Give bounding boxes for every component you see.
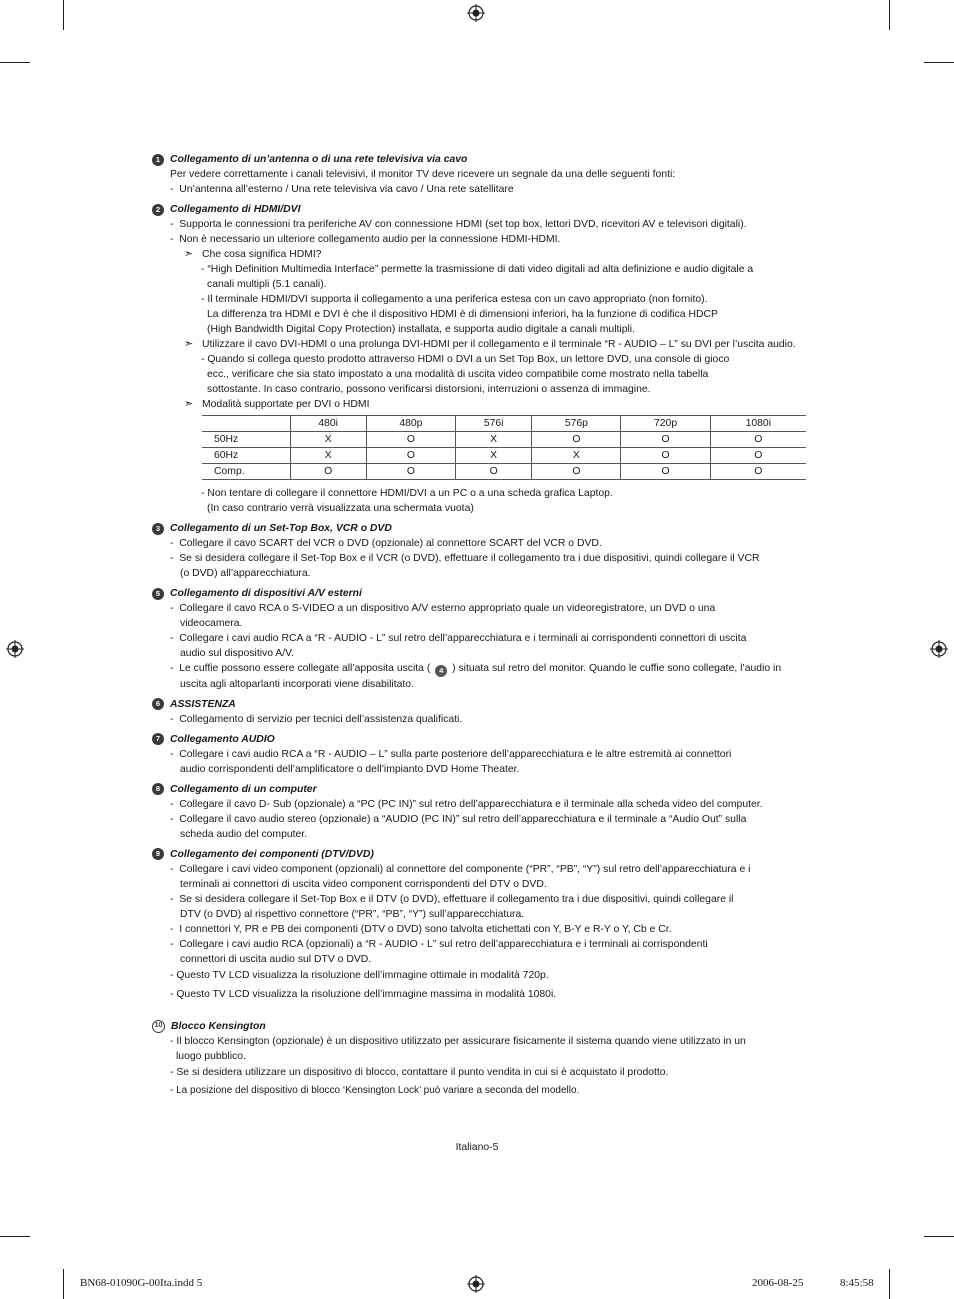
registration-mark-icon	[467, 1275, 485, 1293]
section-title: Blocco Kensington	[171, 1020, 266, 1032]
list-item-continued: scheda audio del computer.	[180, 828, 308, 840]
section-number-icon: 7	[152, 733, 164, 745]
table-cell: 50Hz	[202, 432, 290, 448]
slug-date: 2006-08-25	[752, 1277, 804, 1289]
table-cell: O	[621, 448, 710, 464]
crop-mark	[63, 0, 64, 30]
arrow-icon: ➣	[184, 338, 194, 350]
section-number-icon: 9	[152, 848, 164, 860]
list-item-continued: DTV (o DVD) al rispettivo connettore (“PR”, “PB”, “Y”) sull’apparecchiatura.	[180, 908, 525, 920]
table-cell: X	[290, 432, 366, 448]
section-set-top-box	[152, 521, 812, 581]
section-heading	[152, 586, 812, 601]
list-item-continued: luogo pubblico.	[176, 1050, 246, 1062]
note-detail: canali multipli (5.1 canali).	[207, 279, 327, 290]
list-item: - Il blocco Kensington (opzionale) è un dispositivo utilizzato per assicurare fisicamente il sistema quando viene utilizzato in un	[170, 1035, 746, 1047]
table-header: 480i	[290, 416, 366, 432]
table-cell: X	[455, 432, 531, 448]
table-cell: O	[290, 464, 366, 480]
section-number-icon: 5	[152, 588, 164, 600]
slug-time: 8:45:58	[840, 1277, 874, 1289]
table-header: 576p	[532, 416, 621, 432]
table-header: 576i	[455, 416, 531, 432]
table-cell: Comp.	[202, 464, 290, 480]
table-header	[202, 416, 290, 432]
list-item: - Collegare i cavi video component (opzionali) al connettore del componente (“PR”, “PB”, “Y”) sul retro dell’apparecchiatura e i	[170, 863, 751, 875]
section-title: Collegamento di HDMI/DVI	[170, 204, 301, 215]
registration-mark-icon	[467, 4, 485, 22]
section-number-icon: 1	[152, 154, 164, 166]
section-heading	[152, 782, 812, 797]
table-row	[202, 432, 806, 448]
note-detail: - Il terminale HDMI/DVI supporta il collegamento a una periferica estesa con un cavo appropriato (non fornito).	[201, 294, 708, 305]
supported-modes-table	[202, 415, 806, 480]
section-heading	[152, 202, 812, 217]
table-cell: O	[532, 464, 621, 480]
section-number-icon: 2	[152, 204, 164, 216]
list-item: - Collegare il cavo D- Sub (opzionale) a “PC (PC IN)” sul retro dell’apparecchiatura e il terminale alla scheda video del computer.	[170, 798, 763, 810]
table-cell: X	[532, 448, 621, 464]
crop-mark	[0, 62, 30, 63]
crop-mark	[924, 1236, 954, 1237]
section-antenna	[152, 152, 812, 197]
table-cell: O	[366, 432, 455, 448]
note-detail: ecc., verificare che sia stato impostato a una modalità di uscita video compatibile come mostrato nella tabella	[207, 369, 709, 380]
section-component	[152, 847, 812, 1002]
section-title: Collegamento di un’antenna o di una rete televisiva via cavo	[170, 154, 468, 165]
note-detail: La differenza tra HDMI e DVI è che il dispositivo HDMI è di dimensioni inferiori, ha la funzione di codifica HDCP	[207, 309, 718, 320]
list-item: - Collegare il cavo RCA o S-VIDEO a un dispositivo A/V esterno appropriato quale un videoregistratore, un DVD o una	[170, 603, 716, 614]
table-cell: O	[710, 432, 806, 448]
note-detail: - Non tentare di collegare il connettore HDMI/DVI a un PC o a una scheda grafica Laptop.	[201, 488, 613, 499]
list-item: - Collegare il cavo audio stereo (opzionale) a “AUDIO (PC IN)” sul retro dell’apparecchiatura e il terminale a “Audio Out” sulla	[170, 813, 747, 825]
note-detail: - “High Definition Multimedia Interface” permette la trasmissione di dati video digitali ad alta definizione e audio digitale a	[201, 264, 754, 275]
table-cell: O	[366, 464, 455, 480]
table-cell: 60Hz	[202, 448, 290, 464]
table-cell: O	[621, 464, 710, 480]
list-item: - Un’antenna all’esterno / Una rete televisiva via cavo / Una rete satellitare	[170, 184, 514, 195]
note-detail: (In caso contrario verrà visualizzata una schermata vuota)	[207, 503, 474, 514]
section-heading	[152, 521, 812, 536]
page-number: Italiano-5	[455, 1142, 499, 1153]
table-cell: O	[455, 464, 531, 480]
list-item: - Se si desidera collegare il Set-Top Box e il VCR (o DVD), effettuare il collegamento tra i due dispositivi, quindi collegare il VCR	[170, 553, 760, 564]
table-header: 1080i	[710, 416, 806, 432]
crop-mark	[889, 1269, 890, 1299]
list-item: - Collegare i cavi audio RCA a “R - AUDIO – L” sulla parte posteriore dell’apparecchiatura e le altre estremità ai connettori	[170, 748, 732, 760]
section-heading	[152, 847, 812, 862]
list-item: - Questo TV LCD visualizza la risoluzione dell’immagine massima in modalità 1080i.	[170, 988, 557, 1000]
list-item: - La posizione del dispositivo di blocco ‘Kensington Lock’ può variare a seconda del modello.	[170, 1084, 580, 1096]
crop-mark	[889, 0, 890, 30]
registration-mark-icon	[6, 640, 24, 658]
list-item: - Collegare i cavi audio RCA a “R - AUDIO - L” sul retro dell’apparecchiatura e i terminali ai corrispondenti connettori di uscita	[170, 633, 747, 644]
list-item: - Supporta le connessioni tra periferiche AV con connessione HDMI (set top box, lettori DVD, ricevitori AV e televisori digitali).	[170, 219, 747, 230]
note-detail: (High Bandwidth Digital Copy Protection) installata, e supporta audio digitale a canali multipli.	[207, 324, 635, 335]
list-item: - Se si desidera utilizzare un dispositivo di blocco, contattare il punto vendita in cui si è acquistato il prodotto.	[170, 1066, 669, 1078]
section-number-icon: 8	[152, 783, 164, 795]
list-item-continued: videocamera.	[180, 618, 243, 629]
table-row	[202, 448, 806, 464]
headphone-jack-number-icon: 4	[435, 665, 447, 677]
list-item-continued: (o DVD) all’apparecchiatura.	[180, 568, 311, 579]
list-item: - I connettori Y, PR e PB dei componenti (DTV o DVD) sono talvolta etichettati con Y, B-Y e R-Y o Y, Cb e Cr.	[170, 923, 672, 935]
list-item: - Questo TV LCD visualizza la risoluzione dell’immagine ottimale in modalità 720p.	[170, 969, 549, 981]
list-item: - Collegare i cavi audio RCA (opzionali) a “R - AUDIO - L” sul retro dell’apparecchiatura e i terminali ai corrispondenti	[170, 938, 708, 950]
section-number-icon: 3	[152, 523, 164, 535]
section-kensington	[152, 1019, 812, 1098]
list-item: - Collegamento di servizio per tecnici dell’assistenza qualificati.	[170, 713, 463, 725]
section-title: Collegamento dei componenti (DTV/DVD)	[170, 848, 374, 860]
section-title: ASSISTENZA	[170, 698, 236, 710]
arrow-icon: ➣	[184, 248, 194, 260]
section-computer	[152, 782, 812, 842]
section-title: Collegamento di un computer	[170, 783, 317, 795]
section-title: Collegamento AUDIO	[170, 733, 275, 745]
section-number-icon: 6	[152, 698, 164, 710]
paragraph: Per vedere correttamente i canali televisivi, il monitor TV deve ricevere un segnale da una delle seguenti fonti:	[170, 169, 676, 180]
list-item: - Le cuffie possono essere collegate all’apposita uscita ( 4 ) situata sul retro del monitor. Quando le cuffie sono collegate, l’audio in	[170, 663, 782, 675]
section-heading	[152, 732, 812, 747]
table-cell: X	[290, 448, 366, 464]
manual-content	[152, 152, 812, 1103]
list-item-continued: uscita agli altoparlanti incorporati viene disabilitato.	[180, 678, 414, 690]
section-heading	[152, 1019, 812, 1034]
list-item-continued: terminali ai connettori di uscita video component corrispondenti del DTV o DVD.	[180, 878, 547, 890]
section-hdmi-dvi	[152, 202, 812, 516]
list-item-continued: audio sul dispositivo A/V.	[180, 648, 294, 659]
table-cell: O	[366, 448, 455, 464]
section-assistenza	[152, 697, 812, 727]
section-av-external	[152, 586, 812, 692]
list-item-continued: connettori di uscita audio sul DTV o DVD.	[180, 953, 372, 965]
table-cell: O	[710, 448, 806, 464]
note: ➣ Che cosa significa HDMI?	[184, 248, 322, 260]
crop-mark	[924, 62, 954, 63]
table-cell: O	[532, 432, 621, 448]
note-detail: sottostante. In caso contrario, possono verificarsi distorsioni, interruzioni o assenza di immagine.	[207, 384, 651, 395]
arrow-icon: ➣	[184, 398, 194, 410]
crop-mark	[0, 1236, 30, 1237]
table-cell: X	[455, 448, 531, 464]
crop-mark	[63, 1269, 64, 1299]
registration-mark-icon	[930, 640, 948, 658]
note: ➣ Utilizzare il cavo DVI-HDMI o una prolunga DVI-HDMI per il collegamento e il terminale “R - AUDIO – L” su DVI per l’uscita audio.	[184, 338, 796, 350]
table-row	[202, 464, 806, 480]
section-title: Collegamento di dispositivi A/V esterni	[170, 588, 362, 599]
section-audio	[152, 732, 812, 777]
note: ➣ Modalità supportate per DVI o HDMI	[184, 398, 370, 410]
note-detail: - Quando si collega questo prodotto attraverso HDMI o DVI a un Set Top Box, un lettore DVD, una console di gioco	[201, 354, 730, 365]
table-cell: O	[710, 464, 806, 480]
table-cell: O	[621, 432, 710, 448]
table-header-row	[202, 416, 806, 432]
section-heading	[152, 697, 812, 712]
section-number-icon: 10	[152, 1020, 165, 1033]
table-header: 720p	[621, 416, 710, 432]
list-item: - Se si desidera collegare il Set-Top Box e il DTV (o DVD), effettuare il collegamento tra i due dispositivi, quindi collegare il	[170, 893, 734, 905]
list-item: - Collegare il cavo SCART del VCR o DVD (opzionale) al connettore SCART del VCR o DVD.	[170, 538, 602, 549]
table-header: 480p	[366, 416, 455, 432]
list-item: - Non è necessario un ulteriore collegamento audio per la connessione HDMI-HDMI.	[170, 234, 561, 245]
section-heading	[152, 152, 812, 167]
slug-filename: BN68-01090G-00Ita.indd 5	[80, 1277, 203, 1289]
list-item-continued: audio corrispondenti dell’amplificatore o dell’impianto DVD Home Theater.	[180, 763, 520, 775]
spacer	[152, 1007, 812, 1019]
section-title: Collegamento di un Set-Top Box, VCR o DVD	[170, 523, 392, 534]
